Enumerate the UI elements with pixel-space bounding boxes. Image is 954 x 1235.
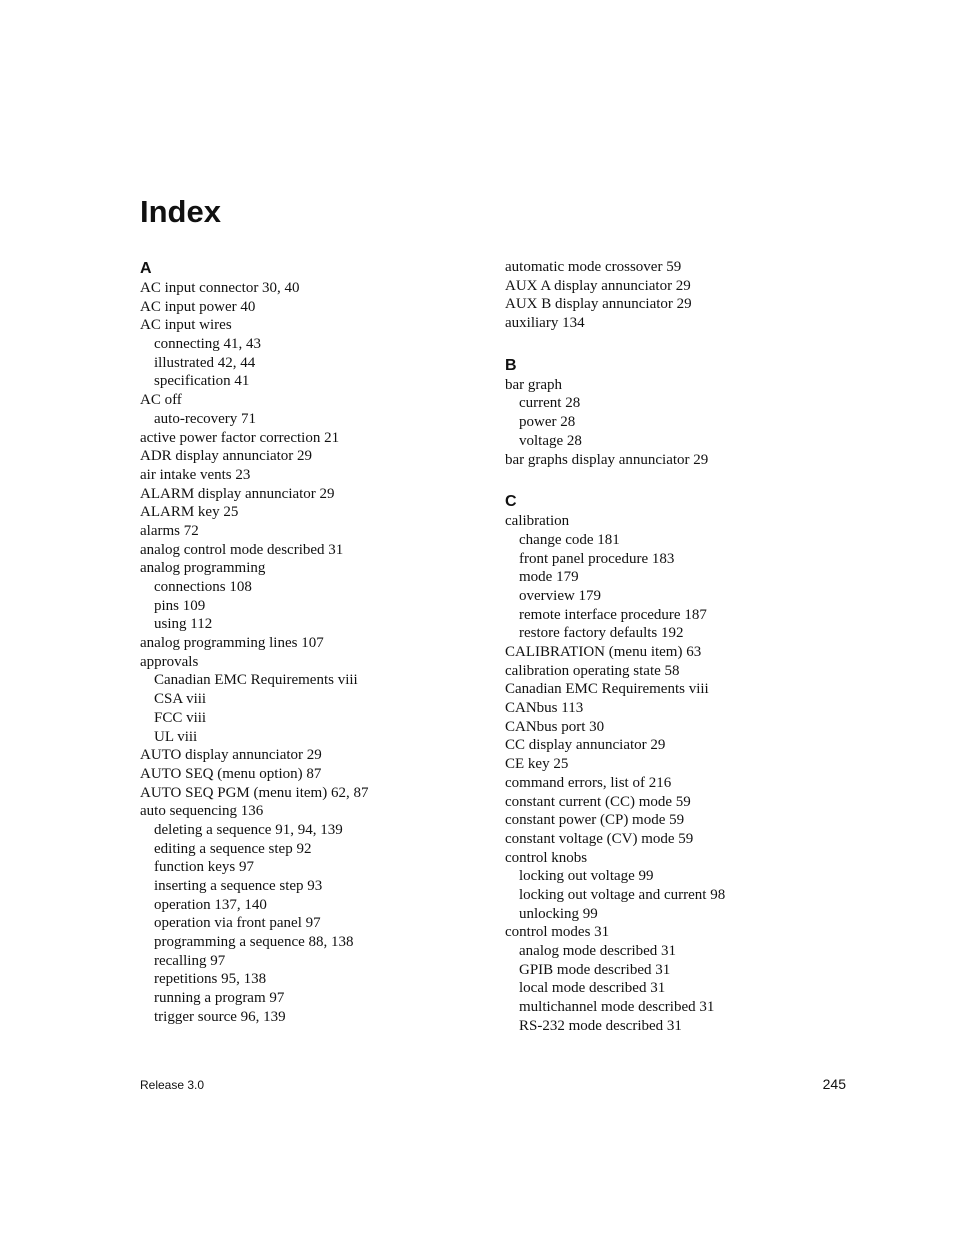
index-entry: CANbus port 30 [505, 718, 605, 735]
index-entry: constant current (CC) mode 59 [505, 793, 691, 810]
index-subentry: operation via front panel 97 [154, 915, 321, 932]
index-entry: air intake vents 23 [140, 466, 251, 483]
index-subentry: mode 179 [519, 569, 579, 586]
section-letter: A [140, 260, 152, 277]
index-subentry: Canadian EMC Requirements viii [154, 672, 358, 689]
index-subentry: recalling 97 [154, 952, 226, 969]
index-entry: ALARM display annunciator 29 [140, 485, 335, 502]
index-entry: calibration [505, 513, 570, 530]
index-subentry: using 112 [154, 616, 213, 633]
index-subentry: locking out voltage 99 [519, 868, 654, 885]
index-subentry: multichannel mode described 31 [519, 999, 715, 1016]
index-entry: CANbus 113 [505, 700, 584, 717]
footer-release: Release 3.0 [140, 1078, 205, 1092]
index-subentry: specification 41 [154, 373, 250, 390]
index-subentry: function keys 97 [154, 859, 254, 876]
index-entry: ALARM key 25 [140, 504, 239, 521]
index-entry: CALIBRATION (menu item) 63 [505, 644, 702, 660]
index-entry: AC input power 40 [140, 298, 256, 315]
section-gap [505, 469, 865, 491]
index-subentry: inserting a sequence step 93 [154, 878, 323, 894]
index-subentry: RS-232 mode described 31 [519, 1017, 682, 1034]
index-subentry: UL viii [154, 728, 198, 745]
index-subentry: remote interface procedure 187 [519, 606, 707, 623]
index-entry: AUTO display annunciator 29 [140, 747, 322, 764]
index-subentry: running a program 97 [154, 990, 285, 1007]
index-entry: command errors, list of 216 [505, 774, 672, 791]
section-gap [505, 333, 865, 355]
index-entry: bar graphs display annunciator 29 [505, 451, 709, 468]
index-entry: bar graph [505, 376, 563, 393]
index-column-left [140, 258, 500, 1027]
index-entry: calibration operating state 58 [505, 662, 680, 679]
index-subentry: unlocking 99 [519, 905, 598, 922]
index-entry: automatic mode crossover 59 [505, 259, 682, 275]
index-entry: constant voltage (CV) mode 59 [505, 830, 694, 847]
index-subentry: restore factory defaults 192 [519, 625, 684, 642]
page-title: Index [140, 194, 221, 229]
index-subentry: local mode described 31 [519, 980, 666, 997]
index-subentry: repetitions 95, 138 [154, 971, 267, 988]
index-entry: analog control mode described 31 [140, 541, 344, 558]
index-entry: Canadian EMC Requirements viii [505, 681, 709, 698]
index-subentry: FCC viii [154, 709, 207, 726]
index-subentry: connecting 41, 43 [154, 336, 262, 353]
index-subentry: illustrated 42, 44 [154, 354, 256, 371]
index-entry: approvals [140, 653, 199, 670]
index-subentry: pins 109 [154, 597, 206, 614]
index-entry: AC input connector 30, 40 [140, 280, 300, 296]
index-subentry: auto-recovery 71 [154, 410, 257, 427]
index-entry: CE key 25 [505, 756, 569, 773]
index-entry: alarms 72 [140, 522, 199, 539]
index-subentry: voltage 28 [519, 432, 582, 449]
index-subentry: power 28 [519, 414, 576, 431]
index-subentry: deleting a sequence 91, 94, 139 [154, 821, 343, 838]
index-entry: AUX B display annunciator 29 [505, 296, 692, 313]
index-entry: auto sequencing 136 [140, 803, 264, 820]
section-letter: C [505, 493, 517, 511]
index-entry: ADR display annunciator 29 [140, 448, 313, 465]
index-entry: AUTO SEQ PGM (menu item) 62, 87 [140, 784, 369, 801]
index-entry: control knobs [505, 849, 588, 866]
index-subentry: CSA viii [154, 691, 207, 708]
index-entry: analog programming lines 107 [140, 635, 324, 652]
section-letter: B [505, 356, 517, 374]
footer-page-number: 245 [822, 1076, 846, 1092]
index-entry: control modes 31 [505, 924, 610, 941]
index-subentry: programming a sequence 88, 138 [154, 934, 354, 951]
index-subentry: overview 179 [519, 587, 602, 604]
index-entry: AC input wires [140, 317, 232, 334]
index-subentry: current 28 [519, 395, 581, 412]
index-subentry: locking out voltage and current 98 [519, 886, 726, 903]
index-subentry: GPIB mode described 31 [519, 961, 671, 978]
index-entry: constant power (CP) mode 59 [505, 812, 685, 829]
index-subentry: analog mode described 31 [519, 943, 677, 959]
index-entry: analog programming [140, 560, 266, 577]
index-entry: AUTO SEQ (menu option) 87 [140, 765, 322, 782]
index-entry: CC display annunciator 29 [505, 737, 666, 754]
index-subentry: editing a sequence step 92 [154, 840, 312, 857]
index-entry: AUX A display annunciator 29 [505, 277, 691, 294]
index-subentry: front panel procedure 183 [519, 550, 675, 567]
index-subentry: change code 181 [519, 531, 620, 548]
index-column-right [505, 258, 865, 1035]
index-subentry: trigger source 96, 139 [154, 1008, 286, 1025]
index-subentry: connections 108 [154, 579, 252, 595]
index-entry: active power factor correction 21 [140, 429, 340, 446]
index-entry: AC off [140, 392, 182, 409]
index-entry: auxiliary 134 [505, 315, 585, 332]
index-subentry: operation 137, 140 [154, 896, 267, 913]
